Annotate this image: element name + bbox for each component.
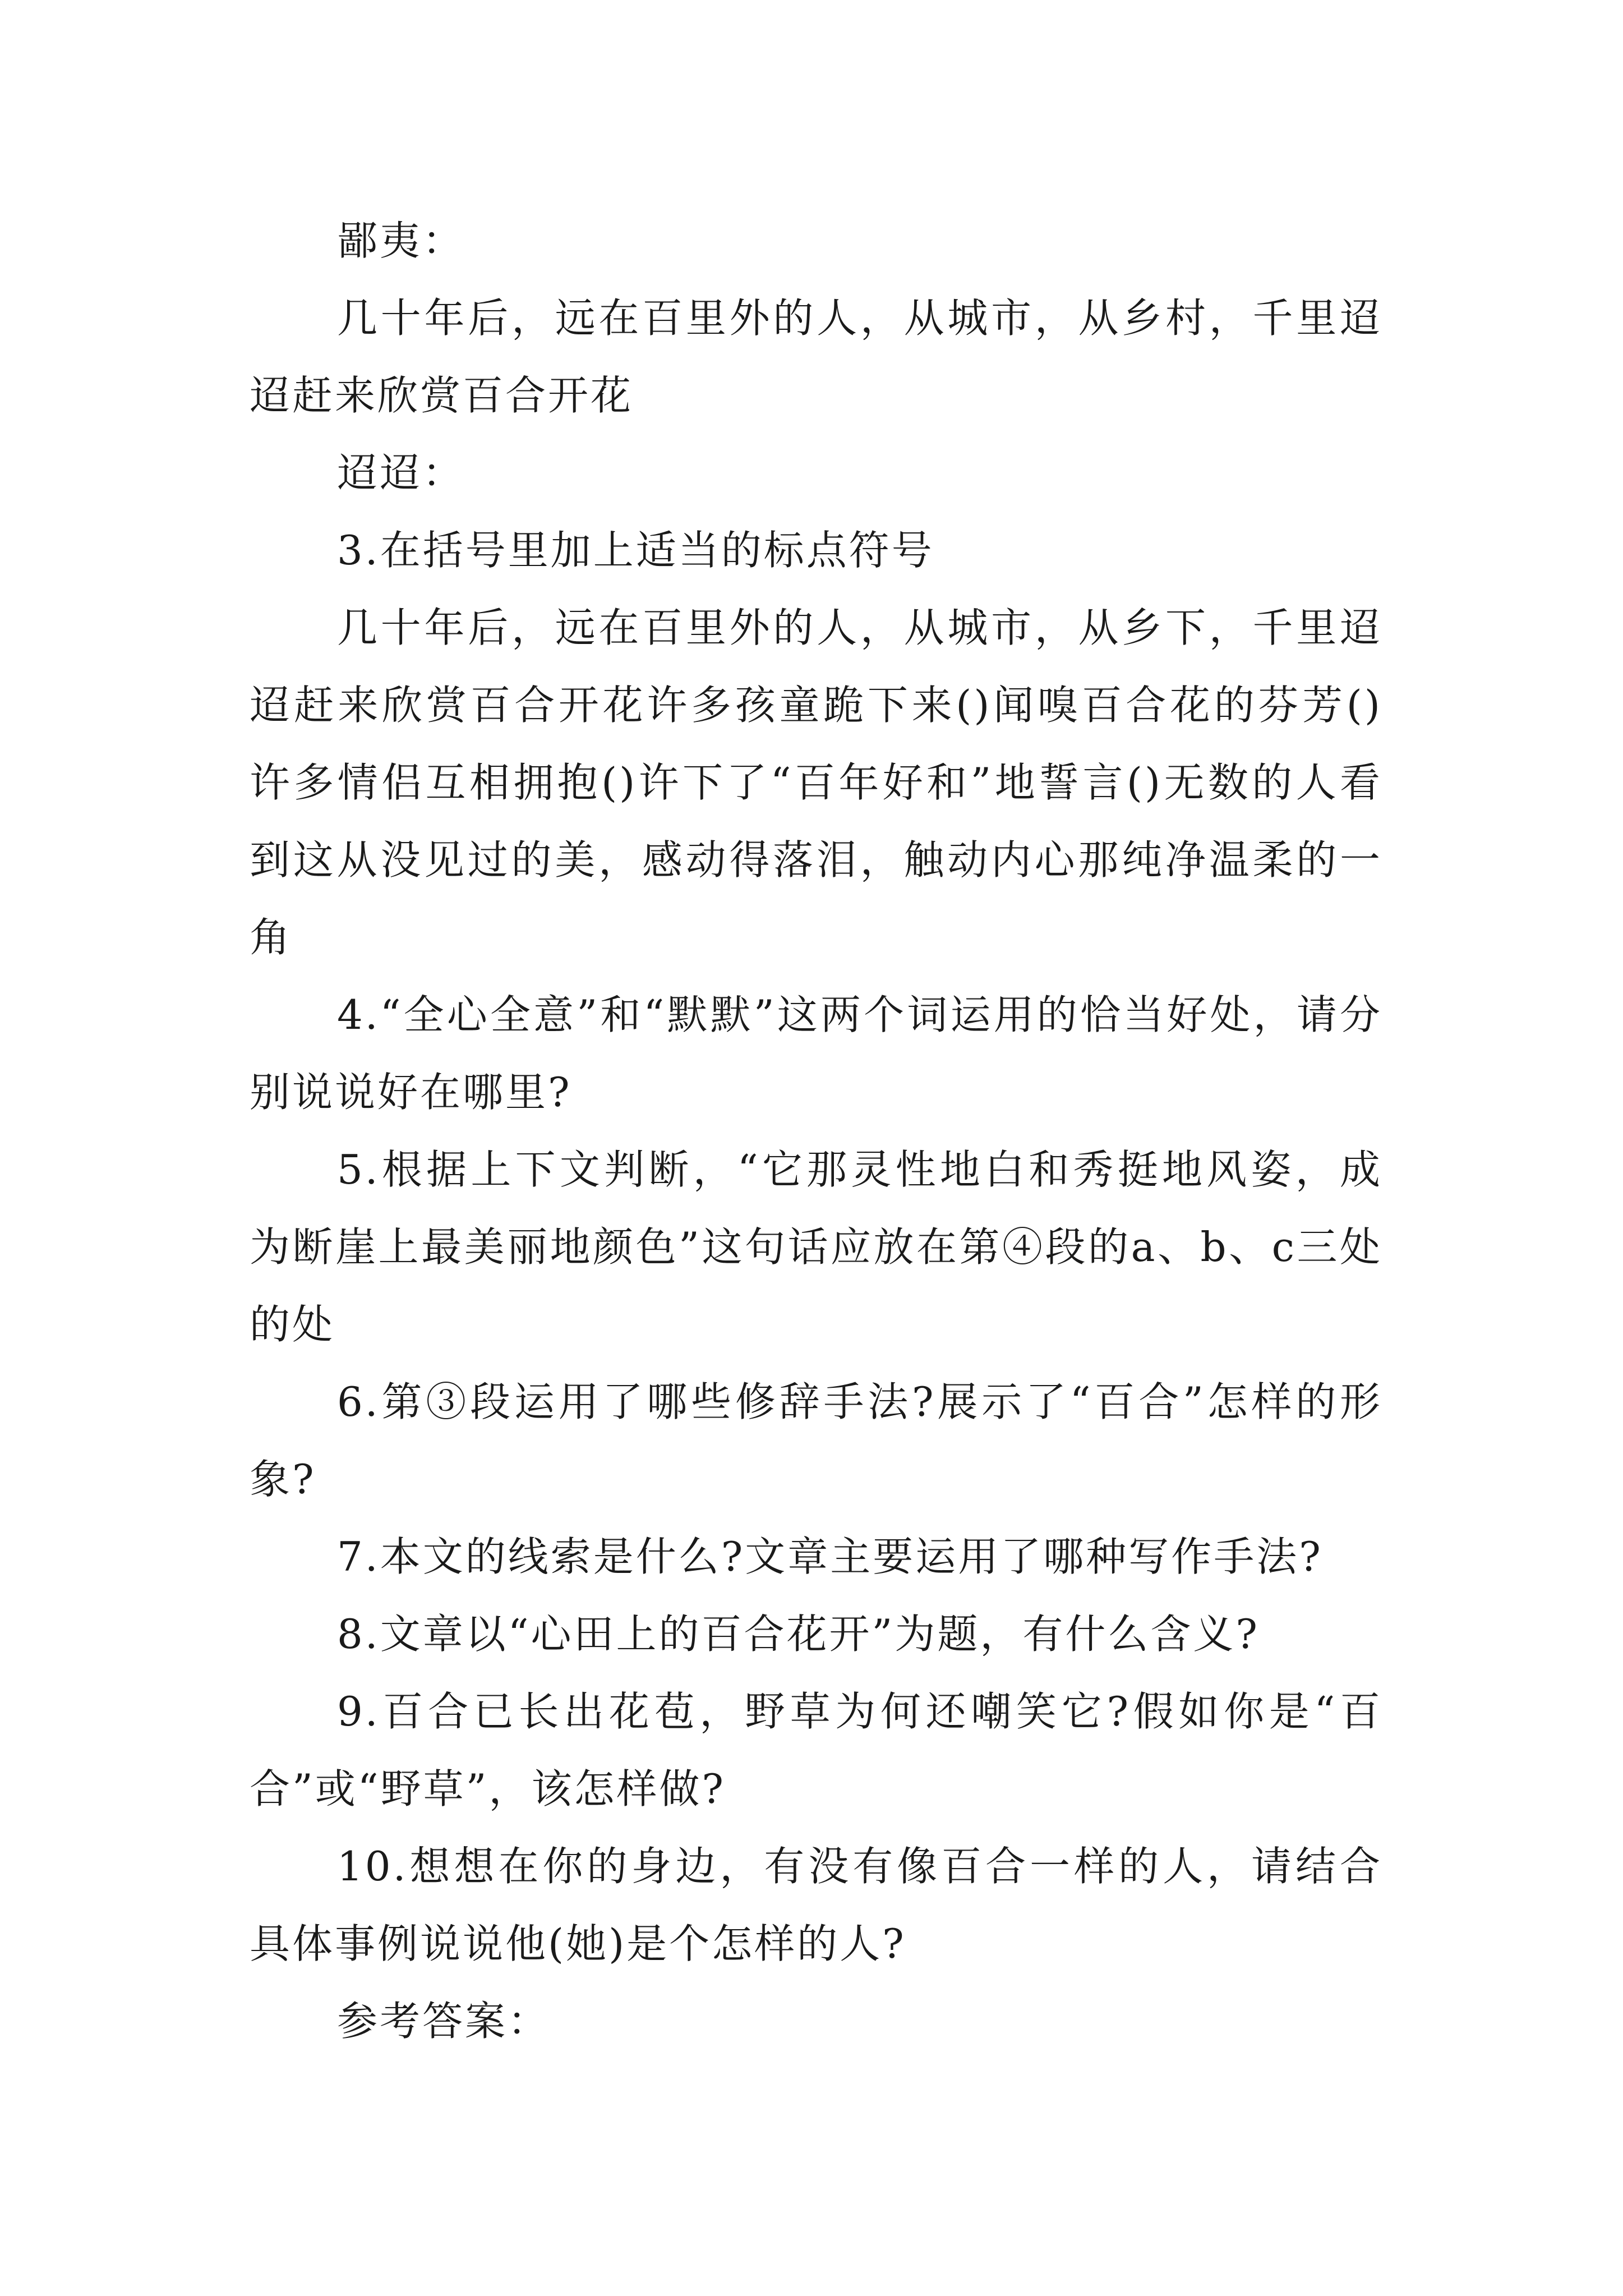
paragraph-term-tiaotiao: 迢迢： (337, 449, 465, 496)
question-3-passage: 几十年后，远在百里外的人，从城市，从乡下，千里迢迢赶来欣赏百合开花许多孩童跪下来()闻嗅百合花的芬芳()许多情侣互相拥抱()许下了“百年好和”地誓言()无数的人看到这从没见过的美，感动得落泪，触动内心那纯净温柔的一角 (250, 604, 1382, 961)
question-4: 4.“全心全意”和“默默”这两个词运用的恰当好处，请分别说说好在哪里? (250, 991, 1382, 1116)
question-3: 3.在括号里加上适当的标点符号 (337, 527, 934, 574)
reference-answers-heading: 参考答案： (337, 1998, 551, 2045)
question-6: 6.第③段运用了哪些修辞手法?展示了“百合”怎样的形象? (250, 1378, 1382, 1503)
paragraph-term-biyi: 鄙夷： (337, 217, 465, 264)
question-10: 10.想想在你的身边，有没有像百合一样的人，请结合具体事例说说他(她)是个怎样的人? (250, 1843, 1382, 1967)
document-body (250, 202, 1382, 2060)
question-5: 5.根据上下文判断，“它那灵性地白和秀挺地风姿，成为断崖上最美丽地颜色”这句话应放在第④段的a、b、c三处的处 (250, 1146, 1382, 1348)
question-7: 7.本文的线索是什么?文章主要运用了哪种写作手法? (337, 1533, 1323, 1580)
question-8: 8.文章以“心田上的百合花开”为题，有什么含义? (337, 1611, 1260, 1658)
paragraph-quote-tiaotiao: 几十年后，远在百里外的人，从城市，从乡村，千里迢迢赶来欣赏百合开花 (250, 295, 1382, 419)
question-9: 9.百合已长出花苞，野草为何还嘲笑它?假如你是“百合”或“野草”，该怎样做? (250, 1688, 1382, 1812)
